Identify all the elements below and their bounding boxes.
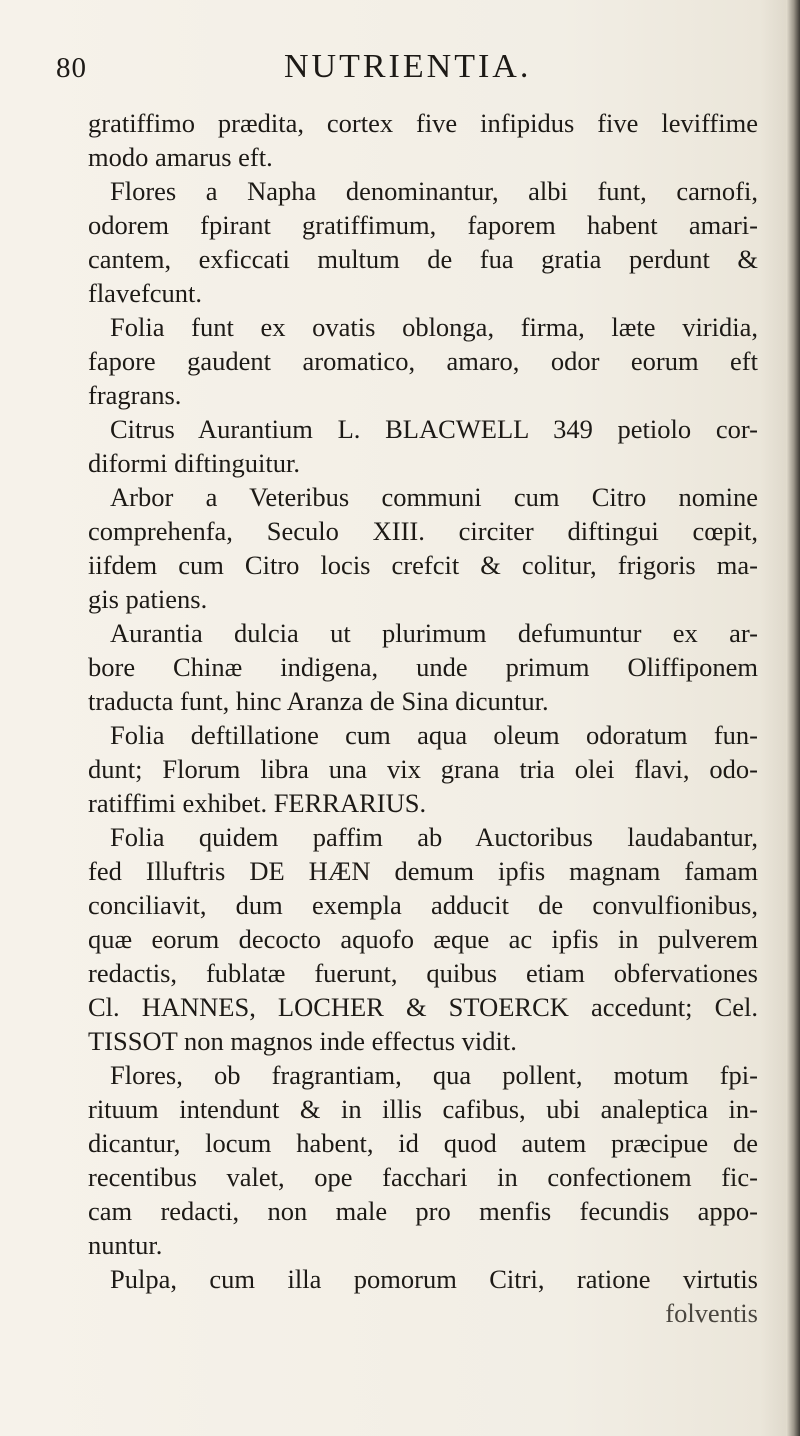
text-line: odorem fpirant gratiffimum, faporem habent amari-: [88, 210, 758, 240]
text-line: Arbor a Veteribus communi cum Citro nomine: [110, 482, 758, 512]
text-line: Flores, ob fragrantiam, qua pollent, motum fpi-: [110, 1060, 758, 1090]
text-line: Folia quidem paffim ab Auctoribus laudabantur,: [110, 822, 758, 852]
text-line: Pulpa, cum illa pomorum Citri, ratione virtutis: [110, 1264, 758, 1294]
text-line: fapore gaudent aromatico, amaro, odor eorum eft: [88, 346, 758, 376]
text-line: conciliavit, dum exempla adducit de convulfionibus,: [88, 890, 758, 920]
text-line: dunt; Florum libra una vix grana tria olei flavi, odo-: [88, 754, 758, 784]
page-number: 80: [56, 52, 87, 84]
text-line: diformi diftinguitur.: [88, 448, 300, 478]
text-line: rituum intendunt & in illis cafibus, ubi analeptica in-: [88, 1094, 758, 1124]
text-line: modo amarus eft.: [88, 142, 273, 172]
text-line: TISSOT non magnos inde effectus vidit.: [88, 1026, 517, 1056]
text-line: gis patiens.: [88, 584, 208, 614]
running-head: NUTRIENTIA.: [284, 48, 532, 85]
text-line: cantem, exficcati multum de fua gratia perdunt &: [88, 244, 758, 274]
text-line: redactis, fublatæ fuerunt, quibus etiam obfervationes: [88, 958, 758, 988]
catchword: folventis: [665, 1298, 758, 1328]
text-line: recentibus valet, ope facchari in confectionem fic-: [88, 1162, 758, 1192]
text-line: Cl. HANNES, LOCHER & STOERCK accedunt; Cel.: [88, 992, 758, 1022]
text-line: nuntur.: [88, 1230, 163, 1260]
text-line: bore Chinæ indigena, unde primum Oliffiponem: [88, 652, 758, 682]
text-line: traducta funt, hinc Aranza de Sina dicuntur.: [88, 686, 549, 716]
text-line: Citrus Aurantium L. BLACWELL 349 petiolo cor-: [110, 414, 758, 444]
text-line: fragrans.: [88, 380, 182, 410]
text-line: Flores a Napha denominantur, albi funt, carnofi,: [110, 176, 758, 206]
text-line: gratiffimo prædita, cortex five infipidus five leviffime: [88, 108, 758, 138]
text-line: flavefcunt.: [88, 278, 203, 308]
text-line: quæ eorum decocto aquofo æque ac ipfis in pulverem: [88, 924, 758, 954]
text-line: comprehenfa, Seculo XIII. circiter diftingui cœpit,: [88, 516, 758, 546]
text-line: ratiffimi exhibet. FERRARIUS.: [88, 788, 427, 818]
text-line: fed Illuftris DE HÆN demum ipfis magnam famam: [88, 856, 758, 886]
body-text: [88, 106, 758, 1330]
text-line: Folia deftillatione cum aqua oleum odoratum fun-: [110, 720, 758, 750]
text-line: iifdem cum Citro locis crefcit & colitur, frigoris ma-: [88, 550, 758, 580]
page-header: [48, 44, 740, 84]
page-gutter: [786, 0, 800, 1436]
text-line: dicantur, locum habent, id quod autem præcipue de: [88, 1128, 758, 1158]
text-line: Aurantia dulcia ut plurimum defumuntur ex ar-: [110, 618, 758, 648]
text-line: cam redacti, non male pro menfis fecundis appo-: [88, 1196, 758, 1226]
text-line: Folia funt ex ovatis oblonga, firma, læte viridia,: [110, 312, 758, 342]
